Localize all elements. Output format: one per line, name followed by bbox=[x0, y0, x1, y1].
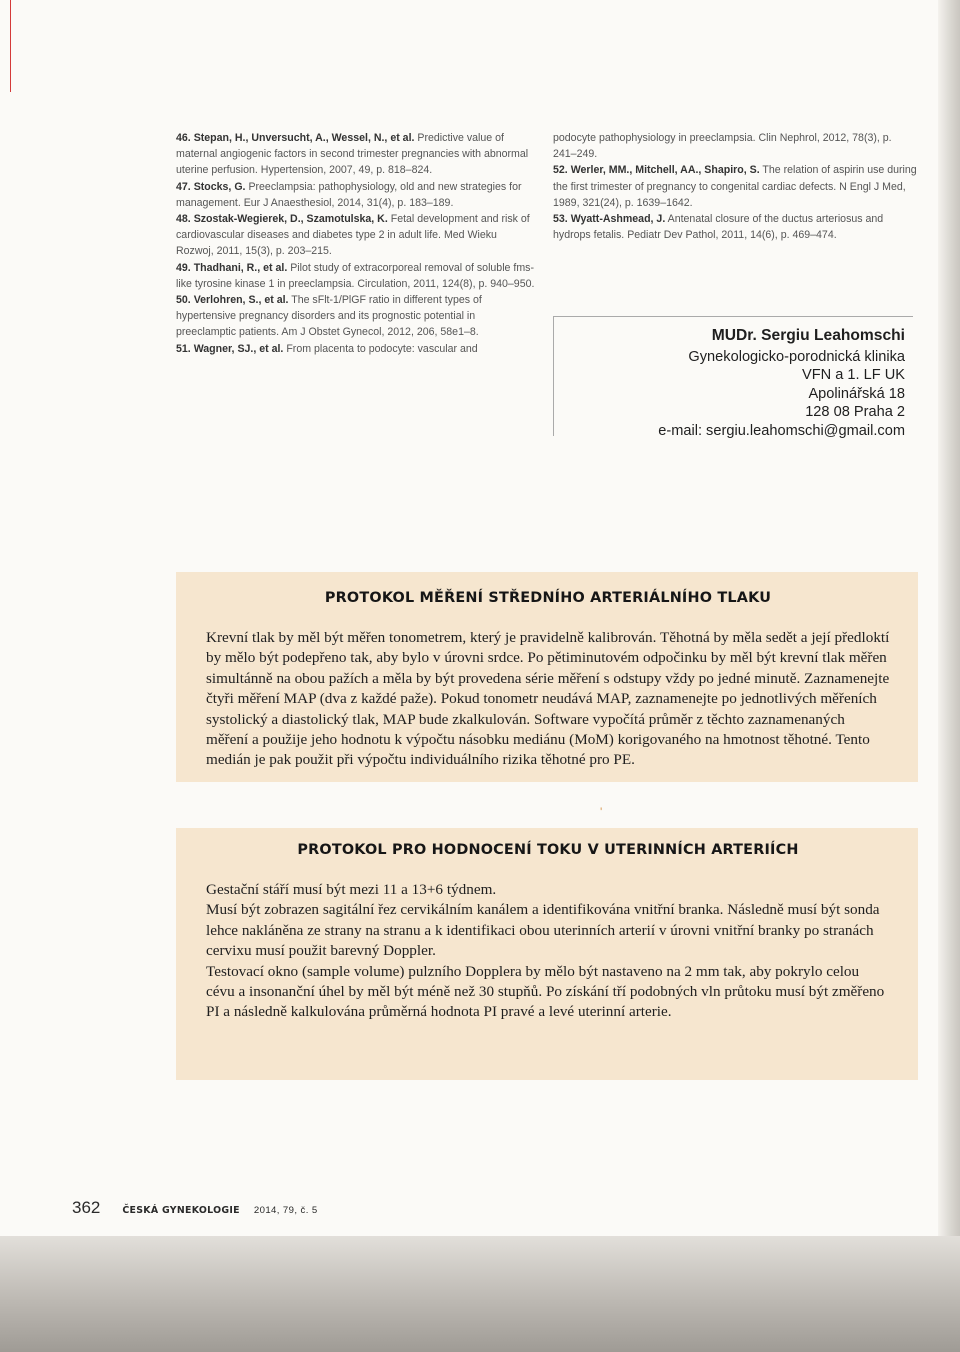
uterine-protocol-para-3: Testovací okno (sample volume) pulzního Dopplera by mělo být nastaveno na 2 mm tak, aby pokrylo celou cévu a insonanční úhel by měl být méně než 30 stupňů. Po získání tří podobných vln průtoku musí být změřeno PI a následně kalkulována průměrná hodnota PI pravé a levé uterinní arterie. bbox=[206, 962, 885, 1021]
reference-text: From placenta to podocyte: vascular and bbox=[283, 342, 478, 355]
page-footer bbox=[72, 1198, 318, 1218]
journal-issue: 2014, 79, č. 5 bbox=[253, 1205, 318, 1216]
reference-authors: Werler, MM., Mitchell, AA., Shapiro, S. bbox=[570, 164, 760, 177]
reference-authors: Stepan, H., Unversucht, A., Wessel, N., et al. bbox=[193, 132, 415, 144]
reference-item bbox=[176, 292, 536, 341]
reference-number: 53. bbox=[553, 213, 568, 226]
reference-text: Antenatal closure of the ductus arteriosus and hydrops fetalis. Pediatr Dev Pathol, 2011, 14(6), p. 469–474. bbox=[553, 213, 884, 242]
reference-authors: Verlohren, S., et al. bbox=[193, 294, 289, 307]
uterine-protocol-box bbox=[176, 828, 918, 1080]
reference-authors: Wyatt-Ashmead, J. bbox=[570, 213, 666, 226]
reference-authors: Szostak-Wegierek, D., Szamotulska, K. bbox=[193, 213, 388, 226]
reference-text: Fetal development and risk of cardiovascular diseases and diabetes type 2 in adult life. Med Wieku Rozwoj, 2011, 15(3), p. 203–215. bbox=[176, 213, 530, 258]
reference-item bbox=[553, 130, 918, 162]
reference-authors: Thadhani, R., et al. bbox=[193, 261, 288, 274]
author-street: Apolinářská 18 bbox=[808, 385, 905, 402]
reference-number: 52. bbox=[553, 164, 568, 177]
reference-item bbox=[553, 162, 918, 211]
references-column-left bbox=[176, 130, 536, 357]
reference-authors: Stocks, G. bbox=[193, 180, 246, 193]
author-institution: VFN a 1. LF UK bbox=[802, 367, 905, 384]
reference-text: Predictive value of maternal angiogenic factors in second trimester pregnancies with abnormal uterine perfusion. Hypertension, 2007, 49, p. 818–824. bbox=[176, 132, 529, 177]
uterine-protocol-para-2: Musí být zobrazen sagitální řez cervikálním kanálem a identifikována vnitřní branka. Následně musí být sonda lehce nakláněna ze strany na stranu a k identifikaci obou uterinních arterií v úrovni vnitřní branky po stranách cervixu musí použit barevný Doppler. bbox=[206, 901, 880, 960]
map-protocol-text: Krevní tlak by měl být měřen tonometrem, který je pravidelně kalibrován. Těhotná by měla sedět a její předloktí by mělo být podepřeno tak, aby bylo v úrovni srdce. Po pětiminutovém odpočinku by měl být krevní tlak měřen simultánně na obou pažích a měla by být provedena série měření s odstupy vždy po jedné minutě. Zaznamenejte čtyři měření MAP (dva z každé paže). Pokud tonometr neudává MAP, zaznamenejte po jednotlivých měřeních systolický a diastolický tlak, MAP bude zkalkulován. Software vypočítá průměr z těchto zaznamenaných měření a použije jeho hodnotu k výpočtu násobku mediánu (MoM) korigovaného na hmotnost těhotné. Tento medián je pak použit při výpočtu individuálního rizika těhotné pro PE. bbox=[206, 629, 890, 769]
uterine-protocol-para-1: Gestační stáří musí být mezi 11 a 13+6 týdnem. bbox=[206, 881, 497, 898]
reference-item bbox=[553, 211, 918, 243]
author-department: Gynekologicko-porodnická klinika bbox=[688, 348, 905, 365]
map-protocol-box bbox=[176, 572, 918, 782]
reference-text: podocyte pathophysiology in preeclampsia. Clin Nephrol, 2012, 78(3), p. 241–249. bbox=[553, 132, 892, 161]
reference-authors: Wagner, SJ., et al. bbox=[193, 342, 284, 355]
page-edge-line bbox=[10, 0, 11, 92]
page-number: 362 bbox=[72, 1198, 101, 1217]
author-name bbox=[554, 327, 905, 346]
stray-mark: ' bbox=[600, 805, 603, 819]
reference-number: 48. bbox=[176, 213, 191, 226]
reference-text: The sFlt-1/PlGF ratio in different types of hypertensive pregnancy disorders and its prognostic potential in preeclamptic patients. Am J Obstet Gynecol, 2012, 206, 58e1–8. bbox=[176, 294, 482, 339]
reference-number: 50. bbox=[176, 294, 191, 307]
uterine-protocol-heading: PROTOKOL PRO HODNOCENÍ TOKU V UTERINNÍCH ARTERIÍCH bbox=[297, 842, 799, 858]
reference-item bbox=[176, 211, 536, 260]
map-protocol-heading: PROTOKOL MĚŘENÍ STŘEDNÍHO ARTERIÁLNÍHO TLAKU bbox=[324, 590, 772, 606]
journal-name: ČESKÁ GYNEKOLOGIE bbox=[122, 1205, 240, 1216]
author-city: 128 08 Praha 2 bbox=[805, 404, 905, 421]
reference-text: Preeclampsia: pathophysiology, old and new strategies for management. Eur J Anaesthesiol, 2014, 31(4), p. 183–189. bbox=[176, 180, 522, 209]
scan-bottom-shadow bbox=[0, 1236, 960, 1352]
reference-number: 51. bbox=[176, 342, 191, 355]
page-binding-shadow bbox=[938, 0, 960, 1352]
reference-number: 46. bbox=[176, 132, 191, 144]
reference-text: The relation of aspirin use during the first trimester of pregnancy to congenital cardiac defects. N Engl J Med, 1989, 321(24), p. 1639–1642. bbox=[553, 164, 917, 209]
reference-item bbox=[176, 341, 536, 357]
reference-item bbox=[176, 260, 536, 292]
author-fullname: Sergiu Leahomschi bbox=[761, 327, 905, 344]
reference-item bbox=[176, 179, 536, 211]
reference-number: 47. bbox=[176, 180, 191, 193]
reference-text: Pilot study of extracorporeal removal of soluble fms-like tyrosine kinase 1 in preeclampsia. Circulation, 2011, 124(8), p. 940–950. bbox=[176, 261, 535, 290]
references-column-right bbox=[553, 130, 918, 243]
reference-item bbox=[176, 130, 536, 179]
author-contact-box bbox=[553, 316, 913, 439]
reference-number: 49. bbox=[176, 261, 191, 274]
author-email[interactable]: e-mail: sergiu.leahomschi@gmail.com bbox=[658, 422, 905, 439]
author-title: MUDr. bbox=[711, 327, 757, 344]
